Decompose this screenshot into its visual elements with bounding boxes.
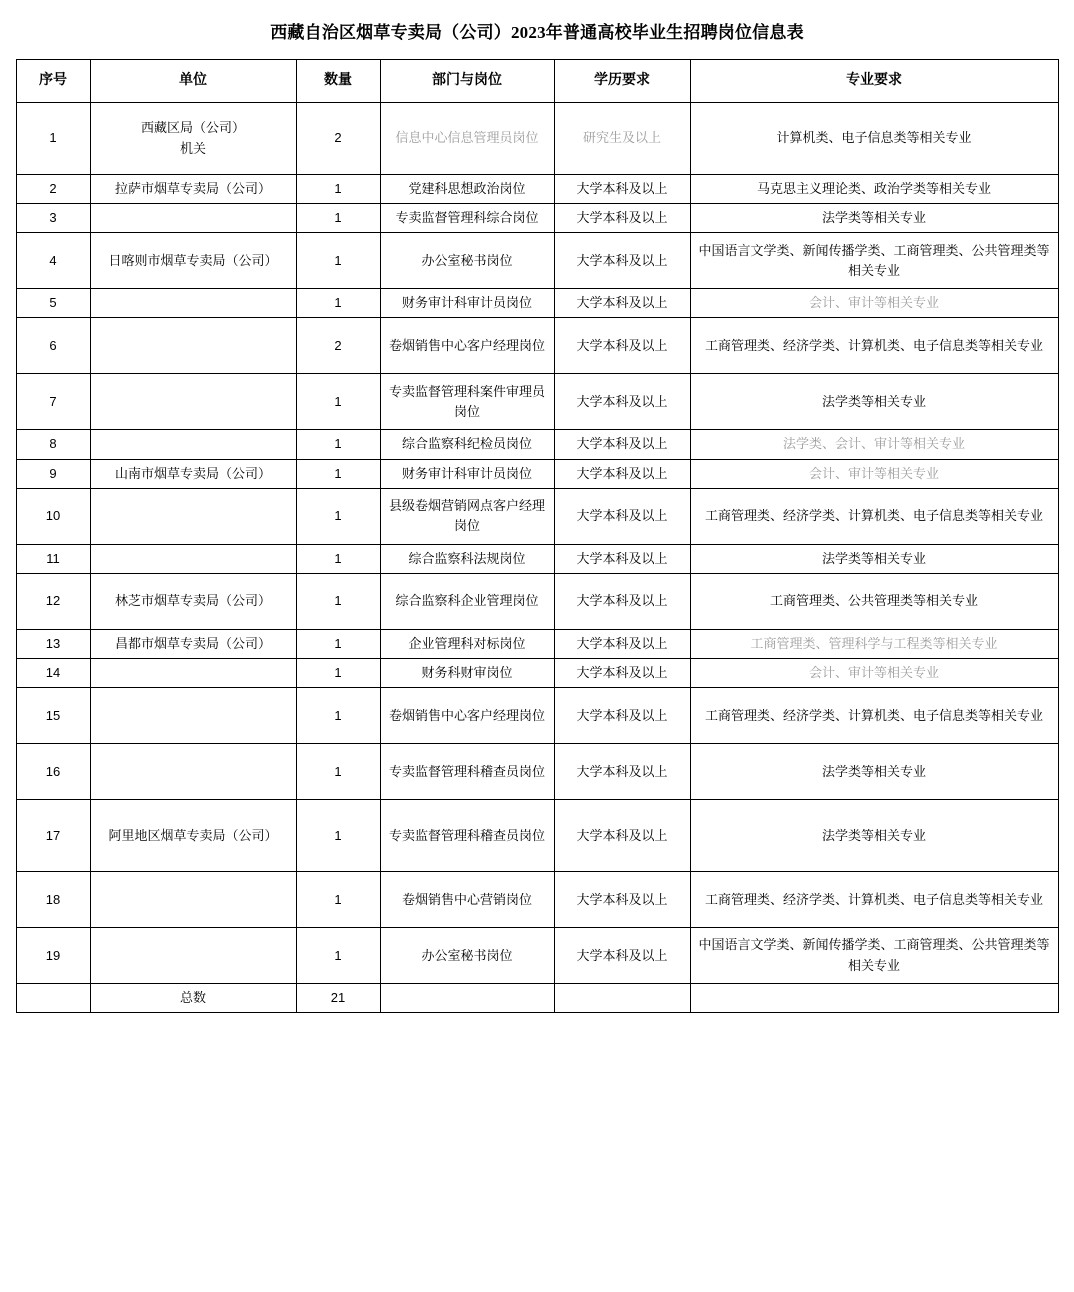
cell-quantity: 1 — [296, 629, 380, 658]
cell-education: 大学本科及以上 — [554, 459, 690, 488]
cell-major: 工商管理类、经济学类、计算机类、电子信息类等相关专业 — [690, 688, 1058, 744]
cell-unit — [90, 318, 296, 374]
cell-no: 3 — [16, 204, 90, 233]
cell-no: 8 — [16, 430, 90, 459]
column-header-quantity: 数量 — [296, 60, 380, 103]
cell-major: 工商管理类、公共管理类等相关专业 — [690, 573, 1058, 629]
cell-major: 法学类等相关专业 — [690, 800, 1058, 872]
cell-quantity: 2 — [296, 318, 380, 374]
cell-education: 大学本科及以上 — [554, 928, 690, 984]
cell-unit — [90, 374, 296, 430]
total-cell-education — [554, 984, 690, 1013]
unit-line-2: 机关 — [179, 140, 206, 156]
cell-unit — [90, 289, 296, 318]
cell-unit — [90, 688, 296, 744]
table-row — [16, 544, 1058, 573]
cell-quantity: 1 — [296, 688, 380, 744]
table-row — [16, 800, 1058, 872]
cell-no: 9 — [16, 459, 90, 488]
cell-unit — [90, 928, 296, 984]
unit-line-1: 西藏区局（公司） — [140, 120, 245, 136]
cell-major: 法学类等相关专业 — [690, 204, 1058, 233]
table-row — [16, 744, 1058, 800]
table-row — [16, 374, 1058, 430]
cell-no: 13 — [16, 629, 90, 658]
table-header-row — [16, 60, 1058, 103]
cell-education: 大学本科及以上 — [554, 374, 690, 430]
table-row — [16, 573, 1058, 629]
cell-major: 法学类等相关专业 — [690, 744, 1058, 800]
cell-quantity: 1 — [296, 488, 380, 544]
cell-quantity: 1 — [296, 800, 380, 872]
cell-education: 研究生及以上 — [554, 103, 690, 175]
cell-no: 1 — [16, 103, 90, 175]
table-row — [16, 204, 1058, 233]
cell-department-position: 财务科财审岗位 — [380, 658, 554, 687]
cell-unit: 山南市烟草专卖局（公司） — [90, 459, 296, 488]
cell-no: 12 — [16, 573, 90, 629]
cell-quantity: 1 — [296, 872, 380, 928]
cell-quantity: 2 — [296, 103, 380, 175]
cell-quantity: 1 — [296, 289, 380, 318]
cell-major: 工商管理类、经济学类、计算机类、电子信息类等相关专业 — [690, 318, 1058, 374]
table-total-row — [16, 984, 1058, 1013]
cell-major: 工商管理类、经济学类、计算机类、电子信息类等相关专业 — [690, 488, 1058, 544]
cell-department-position: 卷烟销售中心客户经理岗位 — [380, 688, 554, 744]
cell-department-position: 专卖监督管理科稽查员岗位 — [380, 800, 554, 872]
cell-major: 法学类等相关专业 — [690, 374, 1058, 430]
column-header-unit: 单位 — [90, 60, 296, 103]
cell-no: 7 — [16, 374, 90, 430]
total-cell-department — [380, 984, 554, 1013]
table-row — [16, 318, 1058, 374]
cell-quantity: 1 — [296, 744, 380, 800]
cell-no: 5 — [16, 289, 90, 318]
cell-major: 工商管理类、经济学类、计算机类、电子信息类等相关专业 — [690, 872, 1058, 928]
table-row — [16, 103, 1058, 175]
cell-no: 6 — [16, 318, 90, 374]
cell-unit — [90, 872, 296, 928]
cell-major: 会计、审计等相关专业 — [690, 658, 1058, 687]
cell-unit — [90, 103, 296, 175]
cell-education: 大学本科及以上 — [554, 204, 690, 233]
table-row — [16, 488, 1058, 544]
cell-unit: 阿里地区烟草专卖局（公司） — [90, 800, 296, 872]
cell-department-position: 卷烟销售中心营销岗位 — [380, 872, 554, 928]
cell-no: 2 — [16, 175, 90, 204]
cell-no: 18 — [16, 872, 90, 928]
column-header-department-position: 部门与岗位 — [380, 60, 554, 103]
cell-education: 大学本科及以上 — [554, 658, 690, 687]
cell-department-position: 县级卷烟营销网点客户经理岗位 — [380, 488, 554, 544]
table-row — [16, 430, 1058, 459]
cell-major: 会计、审计等相关专业 — [690, 289, 1058, 318]
cell-department-position: 专卖监督管理科稽查员岗位 — [380, 744, 554, 800]
cell-quantity: 1 — [296, 430, 380, 459]
table-row — [16, 872, 1058, 928]
table-row — [16, 688, 1058, 744]
recruitment-positions-table — [16, 59, 1059, 1013]
cell-department-position: 办公室秘书岗位 — [380, 928, 554, 984]
cell-education: 大学本科及以上 — [554, 488, 690, 544]
cell-quantity: 1 — [296, 233, 380, 289]
cell-no: 16 — [16, 744, 90, 800]
table-row — [16, 175, 1058, 204]
column-header-major: 专业要求 — [690, 60, 1058, 103]
table-row — [16, 233, 1058, 289]
cell-education: 大学本科及以上 — [554, 289, 690, 318]
cell-unit — [90, 544, 296, 573]
cell-unit: 日喀则市烟草专卖局（公司） — [90, 233, 296, 289]
cell-major: 中国语言文学类、新闻传播学类、工商管理类、公共管理类等相关专业 — [690, 928, 1058, 984]
cell-quantity: 1 — [296, 459, 380, 488]
cell-education: 大学本科及以上 — [554, 629, 690, 658]
cell-quantity: 1 — [296, 928, 380, 984]
cell-quantity: 1 — [296, 204, 380, 233]
cell-quantity: 1 — [296, 544, 380, 573]
table-row — [16, 658, 1058, 687]
cell-department-position: 财务审计科审计员岗位 — [380, 289, 554, 318]
cell-major: 中国语言文学类、新闻传播学类、工商管理类、公共管理类等相关专业 — [690, 233, 1058, 289]
cell-unit — [90, 204, 296, 233]
cell-education: 大学本科及以上 — [554, 318, 690, 374]
cell-education: 大学本科及以上 — [554, 430, 690, 459]
cell-unit — [90, 744, 296, 800]
total-cell-major — [690, 984, 1058, 1013]
cell-department-position: 企业管理科对标岗位 — [380, 629, 554, 658]
cell-education: 大学本科及以上 — [554, 175, 690, 204]
table-row — [16, 289, 1058, 318]
cell-education: 大学本科及以上 — [554, 573, 690, 629]
cell-major: 会计、审计等相关专业 — [690, 459, 1058, 488]
cell-department-position: 党建科思想政治岗位 — [380, 175, 554, 204]
cell-department-position: 专卖监督管理科综合岗位 — [380, 204, 554, 233]
cell-unit — [90, 658, 296, 687]
cell-no: 10 — [16, 488, 90, 544]
cell-education: 大学本科及以上 — [554, 872, 690, 928]
cell-no: 4 — [16, 233, 90, 289]
page-title: 西藏自治区烟草专卖局（公司）2023年普通高校毕业生招聘岗位信息表 — [270, 23, 804, 42]
cell-no: 14 — [16, 658, 90, 687]
table-row — [16, 928, 1058, 984]
cell-education: 大学本科及以上 — [554, 744, 690, 800]
cell-major: 法学类、会计、审计等相关专业 — [690, 430, 1058, 459]
cell-education: 大学本科及以上 — [554, 688, 690, 744]
cell-department-position: 办公室秘书岗位 — [380, 233, 554, 289]
cell-no: 15 — [16, 688, 90, 744]
cell-quantity: 1 — [296, 658, 380, 687]
cell-unit — [90, 430, 296, 459]
cell-quantity: 1 — [296, 374, 380, 430]
cell-unit: 昌都市烟草专卖局（公司） — [90, 629, 296, 658]
cell-unit: 林芝市烟草专卖局（公司） — [90, 573, 296, 629]
column-header-education: 学历要求 — [554, 60, 690, 103]
table-row — [16, 459, 1058, 488]
cell-department-position: 卷烟销售中心客户经理岗位 — [380, 318, 554, 374]
column-header-no: 序号 — [16, 60, 90, 103]
total-label: 总数 — [90, 984, 296, 1013]
total-quantity: 21 — [296, 984, 380, 1013]
cell-major: 计算机类、电子信息类等相关专业 — [690, 103, 1058, 175]
cell-major: 马克思主义理论类、政治学类等相关专业 — [690, 175, 1058, 204]
cell-quantity: 1 — [296, 573, 380, 629]
cell-major: 法学类等相关专业 — [690, 544, 1058, 573]
cell-unit — [90, 488, 296, 544]
cell-department-position: 财务审计科审计员岗位 — [380, 459, 554, 488]
cell-education: 大学本科及以上 — [554, 233, 690, 289]
cell-education: 大学本科及以上 — [554, 544, 690, 573]
total-cell-no — [16, 984, 90, 1013]
cell-no: 19 — [16, 928, 90, 984]
table-row — [16, 629, 1058, 658]
cell-department-position: 综合监察科企业管理岗位 — [380, 573, 554, 629]
cell-quantity: 1 — [296, 175, 380, 204]
cell-no: 17 — [16, 800, 90, 872]
cell-department-position: 综合监察科纪检员岗位 — [380, 430, 554, 459]
cell-major: 工商管理类、管理科学与工程类等相关专业 — [690, 629, 1058, 658]
cell-department-position: 综合监察科法规岗位 — [380, 544, 554, 573]
cell-department-position: 专卖监督管理科案件审理员岗位 — [380, 374, 554, 430]
cell-department-position: 信息中心信息管理员岗位 — [380, 103, 554, 175]
cell-unit: 拉萨市烟草专卖局（公司） — [90, 175, 296, 204]
cell-no: 11 — [16, 544, 90, 573]
cell-education: 大学本科及以上 — [554, 800, 690, 872]
